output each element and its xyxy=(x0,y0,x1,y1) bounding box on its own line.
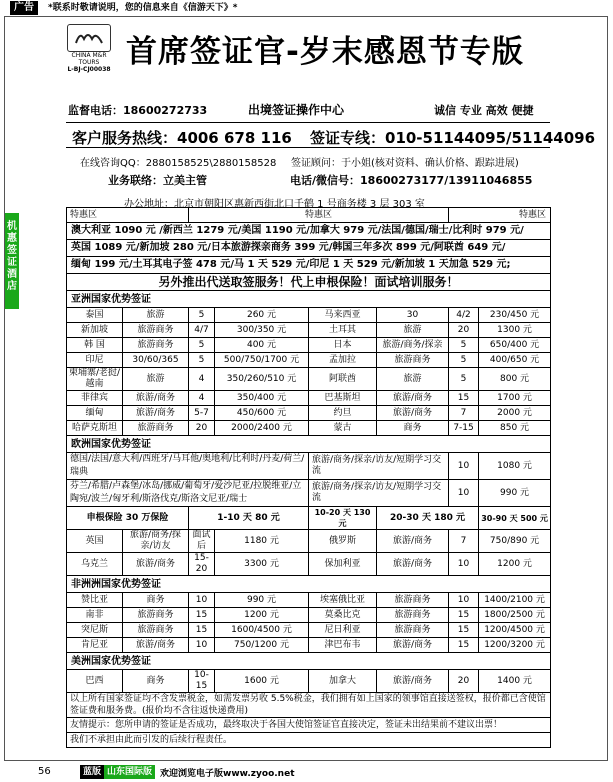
logo-code: L-BJ-CJ00038 xyxy=(67,66,111,73)
insurance-row xyxy=(67,507,551,530)
table-cell: 商务 xyxy=(377,421,449,436)
table-cell: 泰国 xyxy=(67,308,123,323)
table-cell: 1200 元 xyxy=(215,608,309,623)
table-cell: 旅游/商务 xyxy=(377,406,449,421)
table-cell: 旅游商务 xyxy=(377,623,449,638)
special-line xyxy=(67,257,551,274)
table-cell: 旅游/商务 xyxy=(377,638,449,653)
table-cell: 非洲洲国家优势签证 xyxy=(67,576,551,593)
ad-note: *联系时敬请说明，您的信息来自《信游天下》* xyxy=(48,3,238,13)
table-cell: 15 xyxy=(449,608,479,623)
table-cell: 1600/4500 元 xyxy=(215,623,309,638)
logo-mark-icon xyxy=(72,29,106,47)
table-cell: 4/2 xyxy=(449,308,479,323)
business-contact: 业务联络：立美主管 xyxy=(108,174,207,187)
table-cell: 750/1200 元 xyxy=(215,638,309,653)
table-cell: 澳大利亚 1090 元 /新西兰 1279 元/美国 1190 元/加拿大 979 元/法国/德国/瑞士/比利时 979 元/ xyxy=(67,223,551,240)
table-cell: 缅甸 199 元/土耳其电子签 478 元/马 1 天 529 元/印尼 1 天 529 元/新加坡 1 天加急 529 元; xyxy=(67,257,551,274)
table-cell: 巴西 xyxy=(67,670,123,693)
table-cell: 德国/法国/意大利/西班牙/马耳他/奥地利/比利时/丹麦/荷兰/瑞典 xyxy=(67,453,309,480)
table-cell: 面试后 xyxy=(189,530,215,553)
table-cell: 750/890 元 xyxy=(479,530,551,553)
business-phone: 电话/微信号：18600273177/13911046855 xyxy=(290,174,533,187)
table-cell: 我们不承担由此而引发的后续行程责任。 xyxy=(67,733,551,748)
table-cell: 旅游/商务 xyxy=(377,670,449,693)
table-row xyxy=(67,308,551,323)
table-cell: 350/400 元 xyxy=(215,391,309,406)
footer xyxy=(0,763,613,781)
special-header xyxy=(67,208,551,223)
table-cell: 旅游商务 xyxy=(377,353,449,368)
table-cell: 芬兰/希腊/卢森堡/冰岛/挪威/葡萄牙/爱沙尼亚/拉脱维亚/立陶宛/波兰/匈牙利/斯洛伐克/斯洛文尼亚/瑞士 xyxy=(67,480,309,507)
table-cell: 2000/2400 元 xyxy=(215,421,309,436)
table-cell: 旅游/商务 xyxy=(377,553,449,576)
logo-icon xyxy=(67,24,111,52)
table-cell: 南非 xyxy=(67,608,123,623)
logo-text: CHINA M&R TOURS xyxy=(71,52,107,66)
edition-tag: 蓝版 xyxy=(80,765,104,779)
table-cell: 英国 xyxy=(67,530,123,553)
table-cell: 350/260/510 元 xyxy=(215,368,309,391)
footer-link[interactable]: 欢迎浏览电子版www.zyoo.net xyxy=(160,769,295,779)
table-cell: 保加利亚 xyxy=(309,553,377,576)
table-cell: 230/450 元 xyxy=(479,308,551,323)
table-cell: 1400/2100 元 xyxy=(479,593,551,608)
table-cell: 突尼斯 xyxy=(67,623,123,638)
table-cell: 5 xyxy=(449,353,479,368)
table-cell: 特惠区 xyxy=(449,208,551,223)
table-row xyxy=(67,530,551,553)
table-cell: 1400 元 xyxy=(479,670,551,693)
table-cell: 2000 元 xyxy=(479,406,551,421)
table-cell: 旅游商务 xyxy=(123,421,189,436)
table-cell: 旅游 xyxy=(123,308,189,323)
table-cell: 旅游/商务/探亲/访友/短期学习交流 xyxy=(309,480,449,507)
table-cell: 旅游 xyxy=(377,368,449,391)
table-cell: 土耳其 xyxy=(309,323,377,338)
section-title xyxy=(67,291,551,308)
table-cell: 菲律宾 xyxy=(67,391,123,406)
table-cell: 1300 元 xyxy=(479,323,551,338)
table-cell: 旅游商务 xyxy=(377,593,449,608)
section-title xyxy=(67,576,551,593)
table-cell: 260 元 xyxy=(215,308,309,323)
table-cell: 20 xyxy=(189,421,215,436)
table-cell: 10 xyxy=(449,480,479,507)
table-cell: 7-15 xyxy=(449,421,479,436)
table-cell: 加拿大 xyxy=(309,670,377,693)
table-cell: 30 xyxy=(377,308,449,323)
table-cell: 990 元 xyxy=(215,593,309,608)
table-cell: 450/600 元 xyxy=(215,406,309,421)
table-cell: 990 元 xyxy=(479,480,551,507)
table-row xyxy=(67,368,551,391)
table-cell: 1200 元 xyxy=(479,553,551,576)
table-row xyxy=(67,421,551,436)
table-cell: 旅游/商务/探亲/访友/短期学习交流 xyxy=(309,453,449,480)
table-cell: 亚洲国家优势签证 xyxy=(67,291,551,308)
table-cell: 旅游商务 xyxy=(377,608,449,623)
table-cell: 15 xyxy=(449,638,479,653)
table-cell: 4 xyxy=(189,391,215,406)
table-cell: 莫桑比克 xyxy=(309,608,377,623)
table-cell: 孟加拉 xyxy=(309,353,377,368)
table-cell: 4 xyxy=(189,368,215,391)
table-cell: 5 xyxy=(449,338,479,353)
ad-label: 广告 xyxy=(10,1,38,15)
table-cell: 商务 xyxy=(123,593,189,608)
table-cell: 欧洲国家优势签证 xyxy=(67,436,551,453)
table-row xyxy=(67,323,551,338)
table-cell: 埃塞俄比亚 xyxy=(309,593,377,608)
table-cell: 俄罗斯 xyxy=(309,530,377,553)
special-line xyxy=(67,240,551,257)
note-row xyxy=(67,733,551,748)
table-row xyxy=(67,338,551,353)
table-cell: 旅游/商务 xyxy=(123,638,189,653)
table-cell: 15 xyxy=(449,391,479,406)
table-cell: 5 xyxy=(189,308,215,323)
table-cell: 30-90 天 500 元 xyxy=(479,507,551,530)
table-cell: 7 xyxy=(449,406,479,421)
table-cell: 30/60/365 xyxy=(123,353,189,368)
table-cell: 津巴布韦 xyxy=(309,638,377,653)
table-cell: 15 xyxy=(189,608,215,623)
table-cell: 约旦 xyxy=(309,406,377,421)
table-cell: 15-20 xyxy=(189,553,215,576)
qq-consult: 在线咨询QQ：2880158525\2880158528 xyxy=(80,158,277,169)
table-cell: 特惠区 xyxy=(189,208,449,223)
page-number: 56 xyxy=(38,766,51,777)
table-cell: 新加坡 xyxy=(67,323,123,338)
special-line xyxy=(67,223,551,240)
table-cell: 1200/3200 元 xyxy=(479,638,551,653)
visa-price-table xyxy=(66,207,551,748)
table-cell: 15 xyxy=(189,623,215,638)
table-cell: 旅游/商务/探亲 xyxy=(377,338,449,353)
table-cell: 1200/4500 元 xyxy=(479,623,551,638)
table-cell: 美洲国家优势签证 xyxy=(67,653,551,670)
table-cell: 巴基斯坦 xyxy=(309,391,377,406)
table-cell: 10-20 天 130 元 xyxy=(309,507,377,530)
table-cell: 蒙古 xyxy=(309,421,377,436)
table-cell: 赞比亚 xyxy=(67,593,123,608)
table-cell: 800 元 xyxy=(479,368,551,391)
table-cell: 以上所有国家签证均不含发票税金，如需发票另收 5.5%税金，我们拥有如上国家的领事馆直接送签权，报价都已含使馆签证费和服务费。(报价均不含往返快递费用) xyxy=(67,693,551,718)
consultant: 签证顾问：于小姐(核对资料、确认价格、跟踪进展) xyxy=(291,158,519,169)
table-cell: 850 元 xyxy=(479,421,551,436)
table-cell: 旅游/商务 xyxy=(377,391,449,406)
service-hotline: 客户服务热线：4006 678 116 xyxy=(72,129,292,147)
table-cell: 旅游/商务 xyxy=(123,391,189,406)
table-cell: 7 xyxy=(449,530,479,553)
table-cell: 10 xyxy=(449,453,479,480)
supervise-phone: 监督电话：18600272733 xyxy=(68,104,208,117)
section-title xyxy=(67,653,551,670)
table-cell: 20-30 天 180 元 xyxy=(377,507,479,530)
company-logo xyxy=(64,24,114,73)
table-cell: 400/650 元 xyxy=(479,353,551,368)
table-cell: 尼日利亚 xyxy=(309,623,377,638)
table-row xyxy=(67,553,551,576)
table-cell: 10-15 xyxy=(189,670,215,693)
table-cell: 10 xyxy=(449,593,479,608)
table-row xyxy=(67,453,551,480)
slogan: 诚信 专业 高效 便捷 xyxy=(434,104,534,117)
table-row xyxy=(67,353,551,368)
note-row xyxy=(67,718,551,733)
table-cell: 友情提示：您所申请的签证是否成功，最终取决于各国大使馆签证官直接决定，签证未出结果前不建议出票！ xyxy=(67,718,551,733)
table-row xyxy=(67,593,551,608)
table-cell: 哈萨克斯坦 xyxy=(67,421,123,436)
divider xyxy=(66,122,550,123)
table-cell: 10 xyxy=(449,553,479,576)
page-title: 首席签证官-岁末感恩节专版 xyxy=(126,34,524,70)
divider xyxy=(66,147,550,148)
table-cell: 5 xyxy=(189,353,215,368)
table-cell: 商务 xyxy=(123,670,189,693)
table-cell: 肯尼亚 xyxy=(67,638,123,653)
table-row xyxy=(67,391,551,406)
table-cell: 1080 元 xyxy=(479,453,551,480)
table-cell: 旅游/商务 xyxy=(377,530,449,553)
table-cell: 旅游商务 xyxy=(123,323,189,338)
table-cell: 旅游商务 xyxy=(123,338,189,353)
table-cell: 15 xyxy=(449,623,479,638)
table-cell: 400 元 xyxy=(215,338,309,353)
table-cell: 另外推出代送取签服务！代上申根保险！面试培训服务！ xyxy=(67,274,551,291)
table-cell: 旅游/商务 xyxy=(123,553,189,576)
table-row xyxy=(67,623,551,638)
table-cell: 1700 元 xyxy=(479,391,551,406)
table-cell: 500/750/1700 元 xyxy=(215,353,309,368)
table-cell: 旅游 xyxy=(123,368,189,391)
table-cell: 300/350 元 xyxy=(215,323,309,338)
section-title xyxy=(67,436,551,453)
table-cell: 5 xyxy=(449,368,479,391)
table-cell: 缅甸 xyxy=(67,406,123,421)
table-row xyxy=(67,480,551,507)
center-name: 出境签证操作中心 xyxy=(248,103,345,117)
table-cell: 1180 元 xyxy=(215,530,309,553)
table-cell: 旅游商务 xyxy=(123,623,189,638)
table-cell: 5-7 xyxy=(189,406,215,421)
table-cell: 4/7 xyxy=(189,323,215,338)
table-cell: 马来西亚 xyxy=(309,308,377,323)
table-cell: 旅游/商务 xyxy=(123,406,189,421)
table-cell: 20 xyxy=(449,670,479,693)
table-row xyxy=(67,608,551,623)
table-cell: 5 xyxy=(189,338,215,353)
table-cell: 乌克兰 xyxy=(67,553,123,576)
table-cell: 印尼 xyxy=(67,353,123,368)
table-cell: 20 xyxy=(449,323,479,338)
table-cell: 1800/2500 元 xyxy=(479,608,551,623)
table-cell: 650/400 元 xyxy=(479,338,551,353)
office-address: 办公地址：北京市朝阳区惠新西街北口千鹤 1 号商务楼 3 层 303 室 xyxy=(124,199,425,210)
table-cell: 1600 元 xyxy=(215,670,309,693)
special-extra xyxy=(67,274,551,291)
table-cell: 旅游商务 xyxy=(123,608,189,623)
table-row xyxy=(67,670,551,693)
table-cell: 3300 元 xyxy=(215,553,309,576)
table-cell: 申根保险 30 万保险 xyxy=(67,507,189,530)
table-cell: 旅游 xyxy=(377,323,449,338)
note-row xyxy=(67,693,551,718)
table-row xyxy=(67,638,551,653)
table-cell: 旅游/商务/探亲/访友 xyxy=(123,530,189,553)
table-cell: 1-10 天 80 元 xyxy=(189,507,309,530)
table-row xyxy=(67,406,551,421)
table-cell: 韩 国 xyxy=(67,338,123,353)
table-cell: 日本 xyxy=(309,338,377,353)
table-cell: 阿联酋 xyxy=(309,368,377,391)
top-bar xyxy=(0,0,613,16)
visa-hotline: 签证专线：010-51144095/51144096 xyxy=(310,129,596,147)
table-cell: 英国 1089 元/新加坡 280 元/日本旅游探亲商务 399 元/韩国三年多次 899 元/阿联酋 649 元/ xyxy=(67,240,551,257)
side-tab: 机惠签证酒店 xyxy=(5,213,19,309)
edition-name: 山东国际版 xyxy=(104,765,155,779)
table-cell: 10 xyxy=(189,593,215,608)
table-cell: 柬埔寨/老挝/越南 xyxy=(67,368,123,391)
table-cell: 特惠区 xyxy=(67,208,189,223)
table-cell: 10 xyxy=(189,638,215,653)
